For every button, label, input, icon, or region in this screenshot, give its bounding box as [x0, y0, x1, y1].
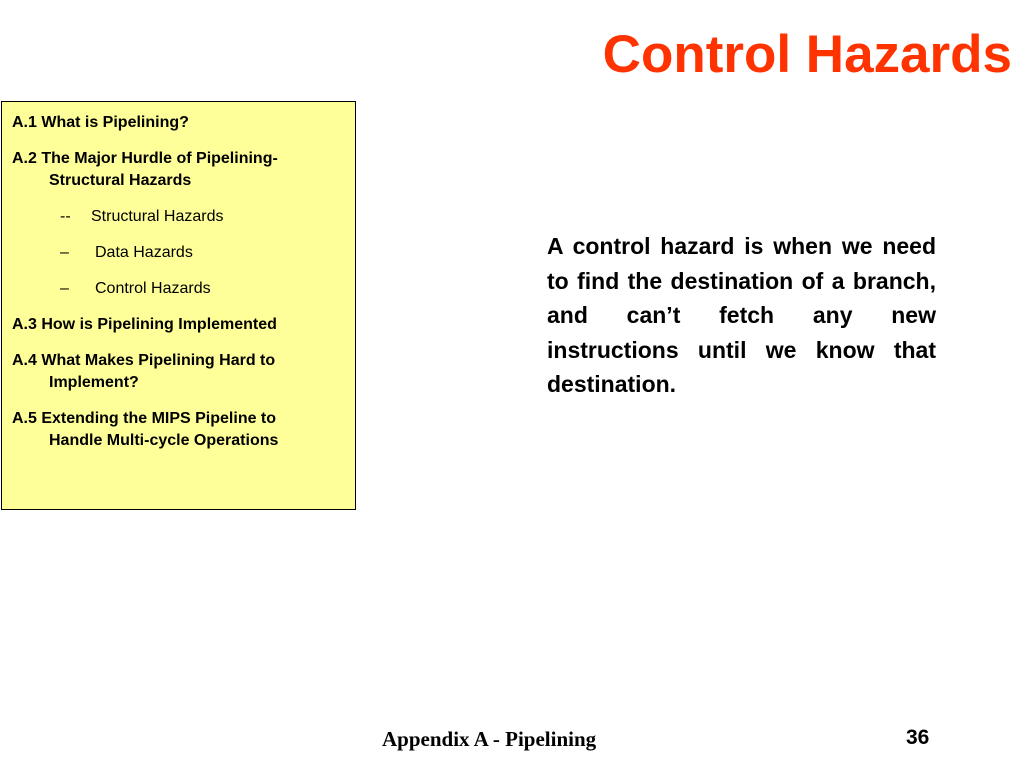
- outline-box: [1, 101, 356, 510]
- outline-item-text: A.5 Extending the MIPS Pipeline to: [12, 410, 277, 427]
- outline-subitem-marker: –: [60, 244, 69, 261]
- outline-item-text: A.4 What Makes Pipelining Hard to: [12, 352, 276, 369]
- body-paragraph: A control hazard is when we need to find the destination of a branch, and can’t fetch any new instructions until we know that destination.: [547, 233, 936, 397]
- outline-item-text: A.2 The Major Hurdle of Pipelining-: [12, 150, 278, 167]
- outline-item-continuation: Handle Multi-cycle Operations: [49, 432, 279, 449]
- outline-subitem-data-hazards: [12, 242, 349, 264]
- outline-item-text: A.3 How is Pipelining Implemented: [12, 316, 277, 333]
- outline-subitem-marker: --: [60, 208, 71, 225]
- outline-subitem-text: Structural Hazards: [91, 208, 224, 225]
- outline-item-continuation: Structural Hazards: [49, 172, 192, 189]
- slide-title: Control Hazards: [602, 25, 1012, 84]
- outline-item-a3: [12, 314, 349, 336]
- outline-item-a1: [12, 112, 349, 134]
- outline-item-text: A.1 What is Pipelining?: [12, 114, 189, 131]
- page-number: 36: [906, 726, 930, 749]
- outline-item-continuation: Implement?: [49, 374, 139, 391]
- outline-subitem-structural-hazards: [12, 206, 349, 228]
- outline-item-a2: [12, 148, 349, 192]
- outline-subitem-marker: –: [60, 280, 69, 297]
- outline-item-a5: [12, 408, 349, 452]
- outline-subitem-control-hazards: [12, 278, 349, 300]
- outline-item-a4: [12, 350, 349, 394]
- footer-title: Appendix A - Pipelining: [382, 727, 597, 751]
- outline-subitem-text: Data Hazards: [95, 244, 193, 261]
- outline-subitem-text: Control Hazards: [95, 280, 211, 297]
